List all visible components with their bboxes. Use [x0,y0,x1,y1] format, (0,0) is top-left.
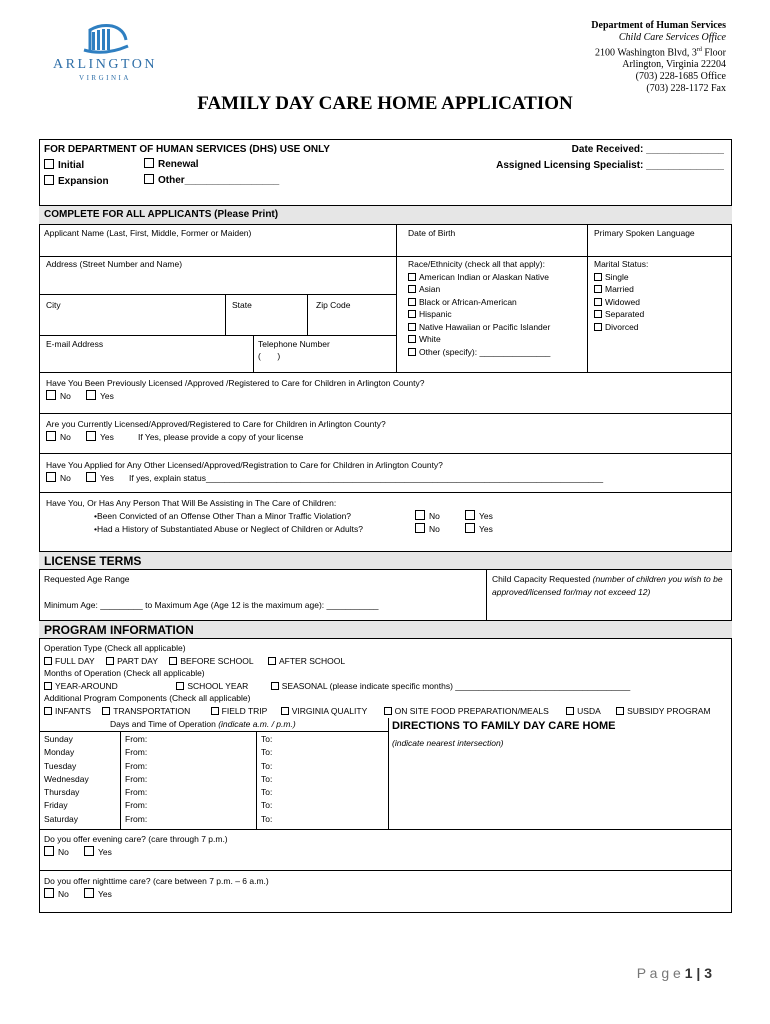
race-label: Race/Ethnicity (check all that apply): [408,259,546,269]
from-field[interactable]: From: [125,800,148,811]
office-address [591,20,726,95]
to-field[interactable]: To: [261,787,273,798]
q4a-yes-checkbox[interactable] [465,510,475,520]
race-checkbox[interactable] [408,285,416,293]
other-option [144,174,279,186]
food-prep-checkbox[interactable] [384,707,392,715]
logo [40,20,170,85]
evening-yes-checkbox[interactable] [84,846,94,856]
state-label: State [232,300,252,310]
child-capacity: Child Capacity Requested (number of children you wish to be approved/licensed for/may not exceed 12) [492,574,723,597]
school-year-checkbox[interactable] [176,682,184,690]
renewal-option [144,158,199,170]
date-received-field[interactable]: Date Received: ______________ [571,144,724,155]
dhs-heading: FOR DEPARTMENT OF HUMAN SERVICES (DHS) USE ONLY [44,144,330,155]
dhs-right [496,142,724,174]
from-field[interactable]: From: [125,813,148,824]
arlington-logo-icon [40,20,170,60]
race-checkbox[interactable] [408,335,416,343]
field-trip-checkbox[interactable] [211,707,219,715]
transportation-checkbox[interactable] [102,707,110,715]
renewal-label: Renewal [158,159,199,170]
marital-checkbox[interactable] [594,285,602,293]
dob-label: Date of Birth [408,228,456,238]
marital-checkbox[interactable] [594,323,602,331]
initial-checkbox[interactable] [44,159,54,169]
page-title: FAMILY DAY CARE HOME APPLICATION [197,93,573,114]
marital-checkbox[interactable] [594,273,602,281]
telephone-paren: ( ) [258,351,281,361]
day-saturday: Saturday [44,813,79,824]
question-currently-licensed: Are you Currently Licensed/Approved/Registered to Care for Children in Arlington County? No Yes If Yes, please provide a copy of your license [46,419,386,442]
to-field[interactable]: To: [261,760,273,771]
components-label: Additional Program Components (Check all applicable) [44,693,251,703]
to-field[interactable]: To: [261,813,273,824]
from-field[interactable]: From: [125,747,148,758]
seasonal-checkbox[interactable] [271,682,279,690]
operation-type-label: Operation Type (Check all applicable) [44,643,186,653]
telephone-label: Telephone Number [258,339,330,349]
virginia-quality-checkbox[interactable] [281,707,289,715]
question-applied-other: Have You Applied for Any Other Licensed/Approved/Registration to Care for Children in Arlington County? No Yes If yes, explain status____________________________________________________________________________________ [46,460,604,483]
expansion-checkbox[interactable] [44,175,54,185]
city-state-zip: Arlington, Virginia 22204 [622,59,726,71]
marital-checkbox[interactable] [594,298,602,306]
q1-no-checkbox[interactable] [46,390,56,400]
license-terms-heading: LICENSE TERMS [39,551,732,570]
licensing-specialist-field[interactable]: Assigned Licensing Specialist: ______________ [496,160,724,171]
to-field[interactable]: To: [261,747,273,758]
race-checkbox[interactable] [408,273,416,281]
marital-checkbox[interactable] [594,310,602,318]
to-field[interactable]: To: [261,800,273,811]
evening-no-checkbox[interactable] [44,846,54,856]
office-name: Child Care Services Office [618,32,726,43]
night-yes-checkbox[interactable] [84,888,94,898]
directions-note: (indicate nearest intersection) [392,738,504,748]
day-thursday: Thursday [44,787,80,798]
dept-name: Department of Human Services [591,20,726,31]
applicants-heading: COMPLETE FOR ALL APPLICANTS (Please Print) [39,205,732,225]
other-checkbox[interactable] [144,174,154,184]
other-label[interactable]: Other_________________ [158,175,280,186]
address-label: Address (Street Number and Name) [46,259,183,269]
race-checkbox[interactable] [408,298,416,306]
night-no-checkbox[interactable] [44,888,54,898]
street-address: 2100 Washington Blvd, 3rd Floor [595,47,726,59]
infants-checkbox[interactable] [44,707,52,715]
explain-status-field[interactable]: If yes, explain status____________________________________________________________________________________ [129,473,604,483]
day-friday: Friday [44,800,68,811]
q2-no-checkbox[interactable] [46,431,56,441]
after-school-checkbox[interactable] [268,657,276,665]
renewal-checkbox[interactable] [144,158,154,168]
evening-care-question: Do you offer evening care? (care through 7 p.m.) No Yes [44,834,228,857]
page-number: P a g e 1 | 3 [636,965,712,981]
from-field[interactable]: From: [125,734,148,744]
day-wednesday: Wednesday [44,773,89,784]
full-day-checkbox[interactable] [44,657,52,665]
q4a-no-checkbox[interactable] [415,510,425,520]
part-day-checkbox[interactable] [106,657,114,665]
q4b-no-checkbox[interactable] [415,523,425,533]
months-label: Months of Operation (Check all applicable) [44,668,205,678]
race-checkbox[interactable] [408,310,416,318]
to-field[interactable]: To: [261,734,273,744]
to-column [261,733,272,826]
logo-name: ARLINGTON [53,57,157,72]
question-previously-licensed: Have You Been Previously Licensed /Approved /Registered to Care for Children in Arlington County? No Yes [46,378,425,401]
min-max-age-field[interactable]: Minimum Age: _________ to Maximum Age (Age 12 is the maximum age): ___________ [44,600,379,610]
q3-no-checkbox[interactable] [46,472,56,482]
day-sunday: Sunday [44,734,73,744]
age-range-label: Requested Age Range [44,574,130,584]
email-label: E-mail Address [46,339,104,349]
from-field[interactable]: From: [125,760,148,771]
days-column [44,733,89,826]
initial-label: Initial [58,160,85,171]
race-checkbox[interactable] [408,323,416,331]
q4b-yes-checkbox[interactable] [465,523,475,533]
office-phone: (703) 228-1685 Office [635,71,726,83]
marital-label: Marital Status: [594,259,649,269]
nighttime-care-question: Do you offer nighttime care? (care between 7 p.m. – 6 a.m.) No Yes [44,876,269,899]
office-fax: (703) 228-1172 Fax [646,83,726,95]
q2-yes-checkbox[interactable] [86,431,96,441]
year-around-checkbox[interactable] [44,682,52,690]
from-field[interactable]: From: [125,787,148,798]
q1-yes-checkbox[interactable] [86,390,96,400]
conviction-answers: No Yes No Yes [415,510,493,536]
race-checkbox[interactable] [408,348,416,356]
before-school-checkbox[interactable] [169,657,177,665]
marital-status-group: Marital Status: Single Married Widowed Separated Divorced [594,259,649,332]
day-tuesday: Tuesday [44,760,77,771]
program-info-heading: PROGRAM INFORMATION [39,620,732,639]
to-field[interactable]: To: [261,773,273,784]
days-heading: Days and Time of Operation (indicate a.m. / p.m.) [110,719,296,729]
applicant-name-label: Applicant Name (Last, First, Middle, Former or Maiden) [44,228,252,238]
from-field[interactable]: From: [125,773,148,784]
subsidy-checkbox[interactable] [616,707,624,715]
expansion-label: Expansion [58,176,109,187]
language-label: Primary Spoken Language [594,228,695,238]
usda-checkbox[interactable] [566,707,574,715]
question-convictions: Have You, Or Has Any Person That Will Be Assisting in The Care of Children: •Been Convicted of an Offense Other Than a Minor Traffic Violation? •Had a History of Substantiated Abuse or Neglect of Children or Adults? [46,498,363,534]
logo-subtitle: VIRGINIA [79,74,131,82]
zip-label: Zip Code [316,300,351,310]
race-ethnicity-group: Race/Ethnicity (check all that apply): American Indian or Alaskan Native Asian Black or African-American Hispanic Native Hawaiian or Pacific Islander White Other (specify): _______________ [408,259,551,357]
from-column [125,733,147,826]
program-options: Operation Type (Check all applicable) FULL DAY PART DAY BEFORE SCHOOL AFTER SCHOOL Months of Operation (Check all applicable) YEAR-AROUND SCHOOL YEAR SEASONAL (please indicate specific months) _____________________________________ Additional Program Components (Check all applicable) INFANTS TRANSPORTATION FIELD TRIP VIRGINIA QUALITY ON SITE FOOD PREPARATION/MEALS USDA SUBSIDY PROGRAM [44,643,711,716]
city-label: City [46,300,61,310]
directions-heading: DIRECTIONS TO FAMILY DAY CARE HOME [392,720,616,732]
q3-yes-checkbox[interactable] [86,472,96,482]
day-monday: Monday [44,747,75,758]
